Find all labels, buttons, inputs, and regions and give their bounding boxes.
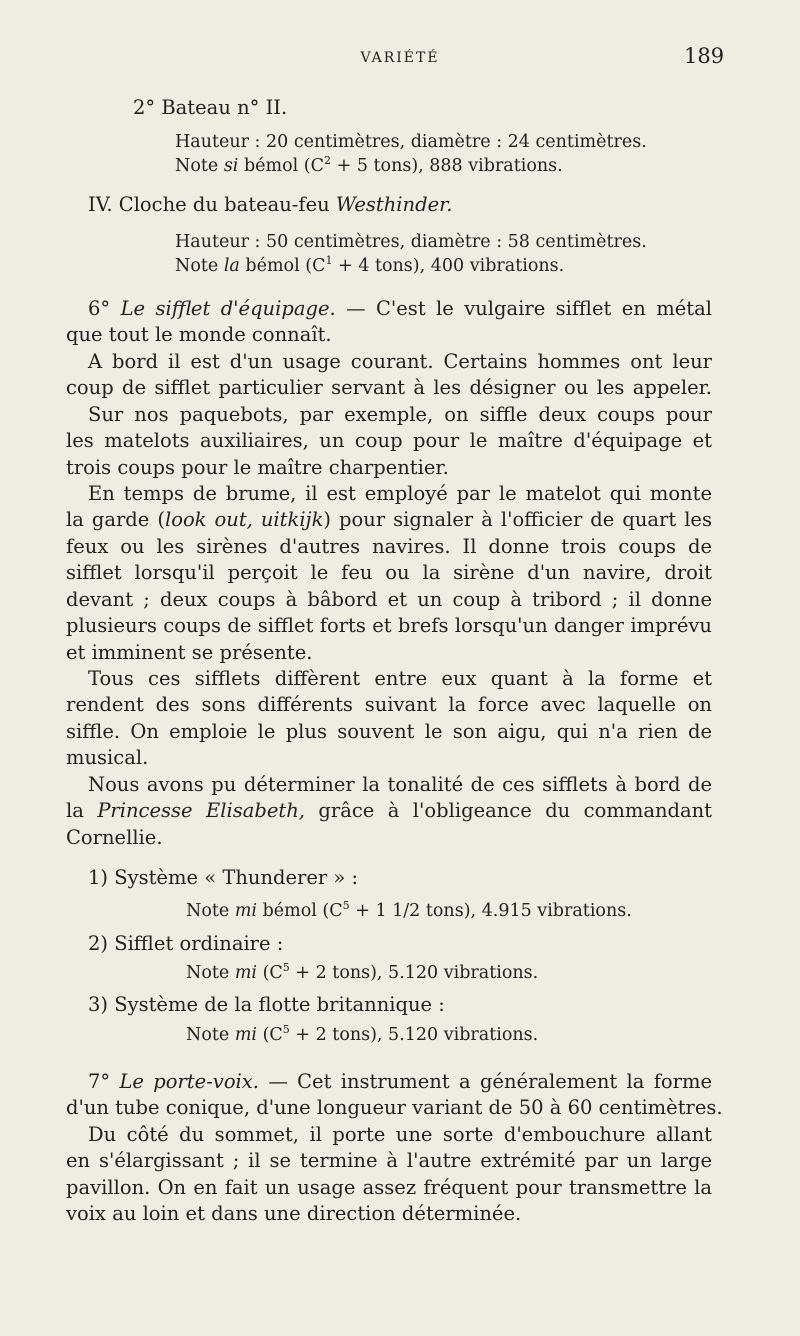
- text-line: rendent des sons différents suivant la force avec laquelle on: [66, 693, 712, 716]
- section-title: IV. Cloche du bateau-feu Westhinder.: [88, 193, 453, 216]
- note-line: Note mi ($C^5 + 2$ tons), 5.120 vibrations.: [186, 961, 539, 983]
- text-line: Tous ces sifflets diffèrent entre eux quant à la forme et: [88, 667, 712, 690]
- text-line: Cornellie.: [66, 826, 163, 849]
- text-line: les matelots auxiliaires, un coup pour le maître d'équipage et: [66, 429, 712, 452]
- text-line: la garde (look out, uitkijk) pour signaler à l'officier de quart les: [66, 508, 712, 531]
- note-line: Note mi bémol ($C^5 + 1$ 1/2 tons), 4.915 vibrations.: [186, 899, 632, 921]
- list-item: 3) Système de la flotte britannique :: [88, 993, 445, 1016]
- text-line: musical.: [66, 746, 149, 769]
- text-line: Sur nos paquebots, par exemple, on siffle deux coups pour: [88, 403, 712, 426]
- note-line: Note si bémol ($C^2 + 5$ tons), 888 vibrations.: [175, 154, 563, 176]
- text-line: d'un tube conique, d'une longueur variant de 50 à 60 centimètres.: [66, 1096, 723, 1119]
- measure-line: Hauteur : 20 centimètres, diamètre : 24 centimètres.: [175, 132, 647, 152]
- text-line: A bord il est d'un usage courant. Certains hommes ont leur: [88, 350, 712, 373]
- page-number: 189: [684, 44, 725, 68]
- note-line: Note la bémol ($C^1 + 4$ tons), 400 vibrations.: [175, 254, 565, 276]
- text-line: siffle. On emploie le plus souvent le son aigu, qui n'a rien de: [66, 720, 712, 743]
- note-line: Note mi ($C^5 + 2$ tons), 5.120 vibrations.: [186, 1023, 539, 1045]
- text-line: voix au loin et dans une direction déterminée.: [66, 1202, 522, 1225]
- list-item: 1) Système « Thunderer » :: [88, 866, 359, 889]
- text-line: la Princesse Elisabeth, grâce à l'obligeance du commandant: [66, 799, 713, 822]
- text-line: Du côté du sommet, il porte une sorte d'embouchure allant: [88, 1123, 712, 1146]
- section-heading: 7° Le porte-voix. — Cet instrument a généralement la forme: [88, 1070, 713, 1093]
- measure-line: Hauteur : 50 centimètres, diamètre : 58 centimètres.: [175, 232, 647, 252]
- section-heading: 6° Le sifflet d'équipage. — C'est le vulgaire sifflet en métal: [88, 297, 712, 320]
- text-line: trois coups pour le maître charpentier.: [66, 456, 449, 479]
- list-item: 2) Sifflet ordinaire :: [88, 932, 284, 955]
- section-title: 2° Bateau n° II.: [133, 96, 288, 119]
- text-line: sifflet lorsqu'il perçoit le feu ou la sirène d'un navire, droit: [66, 561, 712, 584]
- running-header: VARIÉTÉ: [360, 50, 440, 66]
- text-line: Nous avons pu déterminer la tonalité de ces sifflets à bord de: [88, 773, 712, 796]
- text-line: feux ou les sirènes d'autres navires. Il donne trois coups de: [66, 535, 712, 558]
- text-line: que tout le monde connaît.: [66, 323, 332, 346]
- text-line: pavillon. On en fait un usage assez fréquent pour transmettre la: [66, 1176, 712, 1199]
- text-line: et imminent se présente.: [66, 641, 313, 664]
- text-line: plusieurs coups de sifflet forts et brefs lorsqu'un danger imprévu: [66, 614, 712, 637]
- text-line: en s'élargissant ; il se termine à l'autre extrémité par un large: [66, 1149, 712, 1172]
- text-line: coup de sifflet particulier servant à les désigner ou les appeler.: [66, 376, 712, 399]
- text-line: devant ; deux coups à bâbord et un coup à tribord ; il donne: [66, 588, 712, 611]
- text-line: En temps de brume, il est employé par le matelot qui monte: [88, 482, 712, 505]
